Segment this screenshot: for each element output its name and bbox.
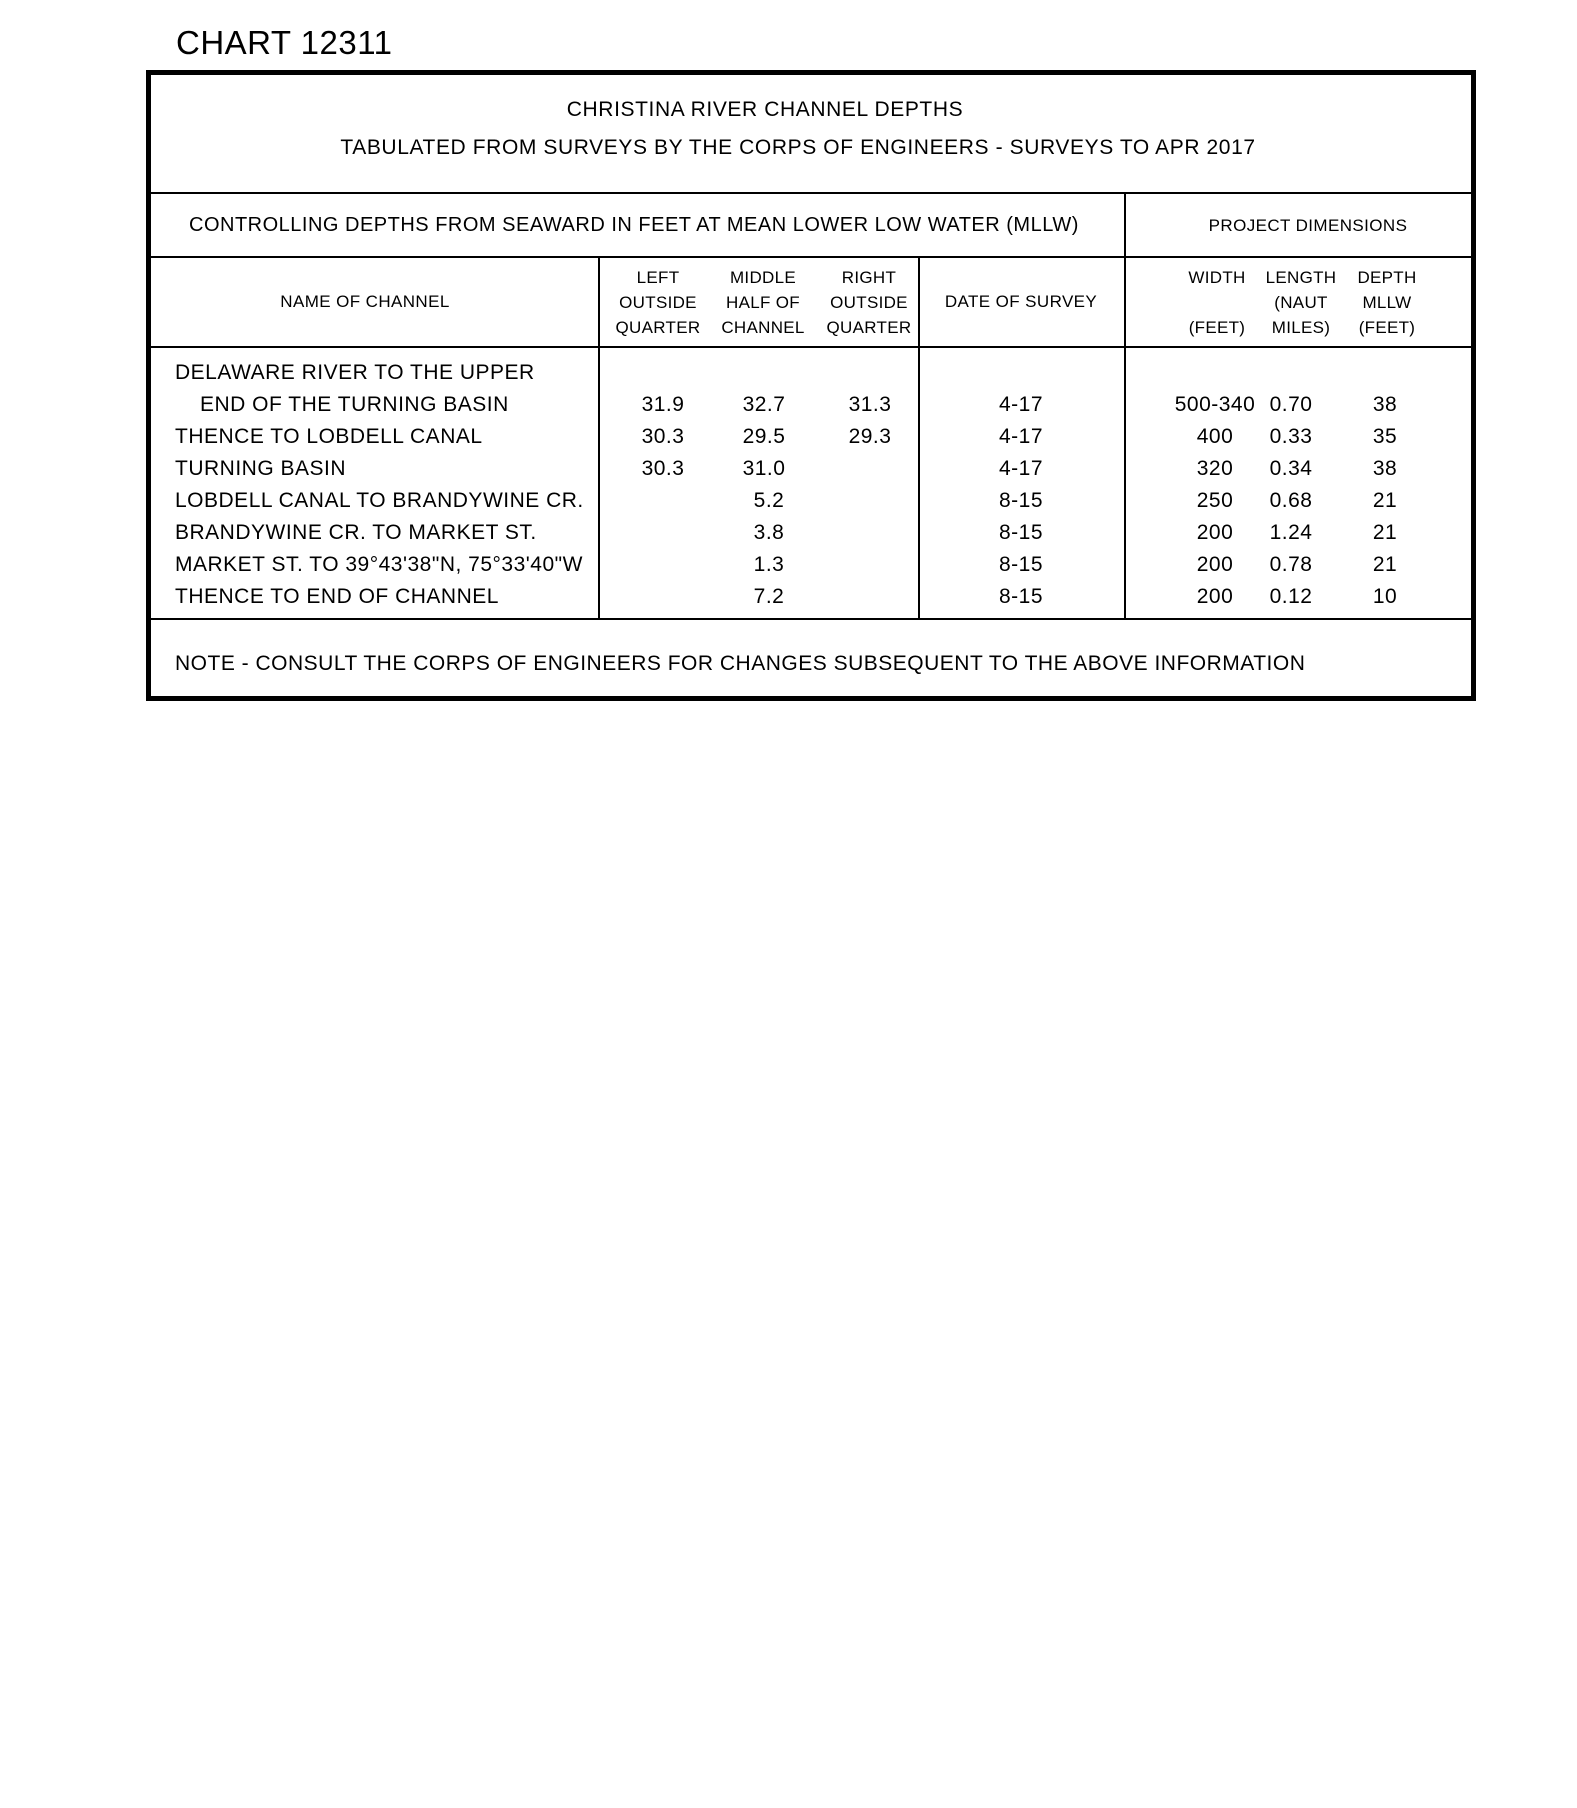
divider-columns [151, 346, 1471, 348]
chart-number: CHART 12311 [176, 24, 393, 61]
table-note: NOTE - CONSULT THE CORPS OF ENGINEERS FOR CHANGES SUBSEQUENT TO THE ABOVE INFORMATION [175, 652, 1306, 675]
row-length: 1.24 [1269, 521, 1313, 544]
col-name-of-channel: NAME OF CHANNEL [280, 292, 450, 311]
row-width: 500-340 [1174, 393, 1256, 416]
row-middle: 3.8 [753, 521, 785, 544]
row-width: 320 [1196, 457, 1234, 480]
row-right: 31.3 [848, 393, 892, 416]
row-left: 30.3 [641, 457, 685, 480]
divider-note [151, 618, 1471, 620]
row-date: 8-15 [998, 553, 1044, 576]
row-depth: 35 [1372, 425, 1398, 448]
row-name: MARKET ST. TO 39°43'38"N, 75°33'40"W [175, 553, 583, 576]
row-middle: 31.0 [742, 457, 786, 480]
row-name-continued: END OF THE TURNING BASIN [200, 393, 509, 416]
row-width: 200 [1196, 585, 1234, 608]
row-length: 0.70 [1269, 393, 1313, 416]
row-right: 29.3 [848, 425, 892, 448]
row-name: THENCE TO END OF CHANNEL [175, 585, 499, 608]
divider-title [151, 192, 1471, 194]
col-width: WIDTH (FEET) [1188, 268, 1246, 337]
table-subtitle: TABULATED FROM SURVEYS BY THE CORPS OF ENGINEERS - SURVEYS TO APR 2017 [340, 136, 1256, 159]
row-left: 31.9 [641, 393, 685, 416]
row-date: 8-15 [998, 521, 1044, 544]
row-width: 200 [1196, 553, 1234, 576]
row-left: 30.3 [641, 425, 685, 448]
row-depth: 10 [1372, 585, 1398, 608]
row-length: 0.33 [1269, 425, 1313, 448]
row-depth: 21 [1372, 521, 1398, 544]
channel-depths-table [146, 70, 1476, 701]
row-length: 0.68 [1269, 489, 1313, 512]
row-length: 0.78 [1269, 553, 1313, 576]
col-right-outside-quarter: RIGHT OUTSIDE QUARTER [826, 268, 912, 337]
row-width: 250 [1196, 489, 1234, 512]
col-left-outside-quarter: LEFT OUTSIDE QUARTER [615, 268, 701, 337]
divider-project [1124, 192, 1126, 618]
row-date: 4-17 [998, 425, 1044, 448]
row-name: DELAWARE RIVER TO THE UPPER [175, 361, 535, 384]
row-middle: 7.2 [753, 585, 785, 608]
row-length: 0.12 [1269, 585, 1313, 608]
row-middle: 32.7 [742, 393, 786, 416]
row-middle: 1.3 [753, 553, 785, 576]
col-length: LENGTH (NAUT MILES) [1265, 268, 1337, 337]
row-length: 0.34 [1269, 457, 1313, 480]
col-date-of-survey: DATE OF SURVEY [944, 292, 1098, 311]
row-depth: 21 [1372, 489, 1398, 512]
controlling-depths-header: CONTROLLING DEPTHS FROM SEAWARD IN FEET AT MEAN LOWER LOW WATER (MLLW) [189, 214, 1079, 236]
row-date: 8-15 [998, 585, 1044, 608]
row-width: 400 [1196, 425, 1234, 448]
table-title: CHRISTINA RIVER CHANNEL DEPTHS [566, 98, 964, 121]
row-depth: 38 [1372, 457, 1398, 480]
row-name: LOBDELL CANAL TO BRANDYWINE CR. [175, 489, 584, 512]
row-date: 8-15 [998, 489, 1044, 512]
row-name: THENCE TO LOBDELL CANAL [175, 425, 483, 448]
divider-name [598, 256, 600, 618]
row-middle: 5.2 [753, 489, 785, 512]
row-date: 4-17 [998, 393, 1044, 416]
divider-date [918, 256, 920, 618]
project-dimensions-header: PROJECT DIMENSIONS [1208, 216, 1408, 235]
col-depth: DEPTH MLLW (FEET) [1357, 268, 1417, 337]
row-date: 4-17 [998, 457, 1044, 480]
row-name: TURNING BASIN [175, 457, 347, 480]
row-depth: 21 [1372, 553, 1398, 576]
row-width: 200 [1196, 521, 1234, 544]
col-middle-half: MIDDLE HALF OF CHANNEL [721, 268, 805, 337]
row-name: BRANDYWINE CR. TO MARKET ST. [175, 521, 537, 544]
row-middle: 29.5 [742, 425, 786, 448]
row-depth: 38 [1372, 393, 1398, 416]
divider-section [151, 256, 1471, 258]
